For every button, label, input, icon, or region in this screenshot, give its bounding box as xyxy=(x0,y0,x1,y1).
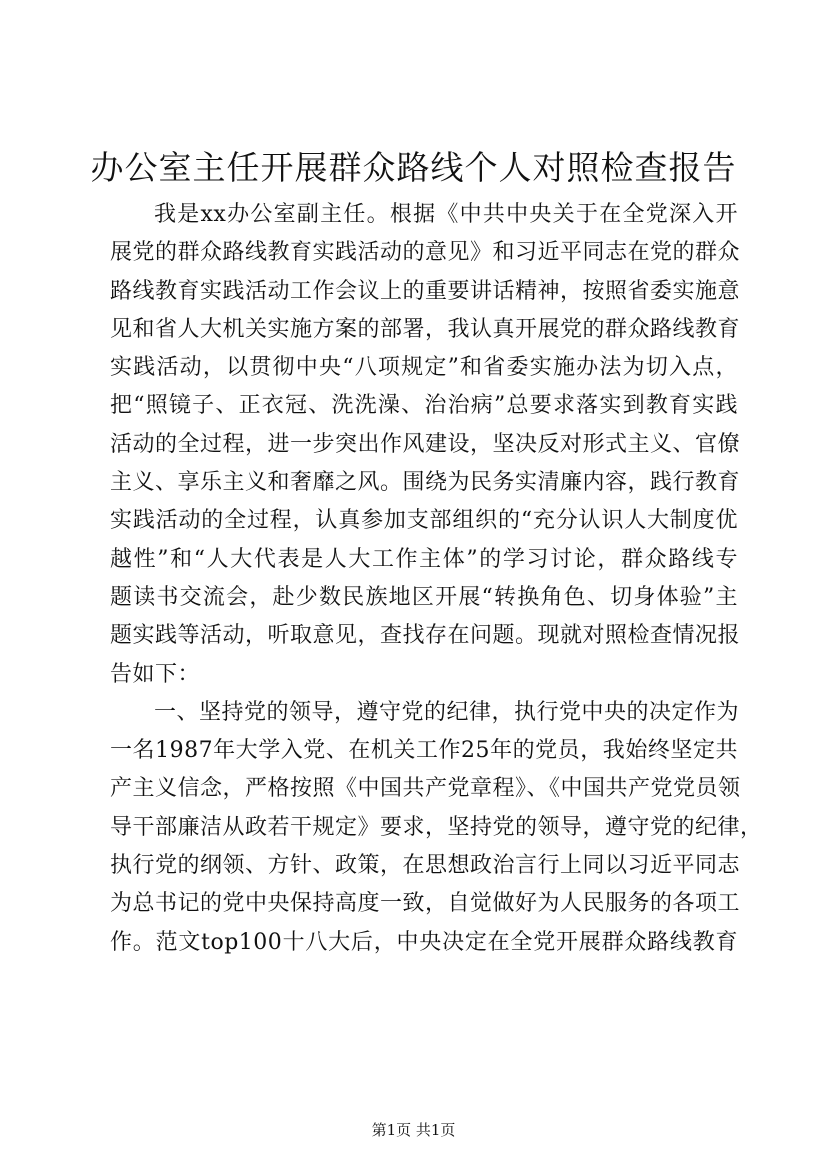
paragraph-section-one xyxy=(110,694,763,962)
text-line: 导干部廉洁从政若干规定》要求，坚持党的领导，遵守党的纪律， xyxy=(110,814,763,840)
text-line: 执行党的纲领、方针、政策，在思想政治言行上同以习近平同志 xyxy=(110,853,741,879)
text-line: 实践活动，以贯彻中央“八项规定”和省委实施办法为切入点， xyxy=(110,355,738,381)
text-line: 题实践等活动，听取意见，查找存在问题。现就对照检查情况报 xyxy=(110,623,741,649)
text-line: 为总书记的党中央保持高度一致，自觉做好为人民服务的各项工 xyxy=(110,891,741,917)
text-line: 作。范文top100十八大后，中央决定在全党开展群众路线教育 xyxy=(110,929,738,955)
text-line: 一、坚持党的领导，遵守党的纪律，执行党中央的决定作为 xyxy=(154,699,740,725)
text-line: 见和省人大机关实施方案的部署，我认真开展党的群众路线教育 xyxy=(110,316,741,342)
document-body xyxy=(110,196,763,962)
paragraph-intro xyxy=(110,196,741,694)
text-line: 一名1987年大学入党、在机关工作25年的党员，我始终坚定共 xyxy=(110,738,738,764)
text-line: 产主义信念，严格按照《中国共产党章程》、《中国共产党党员领 xyxy=(110,776,741,802)
text-line: 把“照镜子、正衣冠、洗洗澡、治治病”总要求落实到教育实践 xyxy=(110,393,738,419)
text-line: 活动的全过程，进一步突出作风建设，坚决反对形式主义、官僚 xyxy=(110,431,741,457)
text-line: 题读书交流会，赴少数民族地区开展“转换角色、切身体验”主 xyxy=(110,584,738,610)
document-title: 办公室主任开展群众路线个人对照检查报告 xyxy=(90,148,737,187)
text-line: 路线教育实践活动工作会议上的重要讲话精神，按照省委实施意 xyxy=(110,278,741,304)
text-line: 我是xx办公室副主任。根据《中共中央关于在全党深入开 xyxy=(154,202,738,227)
page-number-footer: 第1页 共1页 xyxy=(371,1121,456,1139)
text-line: 越性”和“人大代表是人大工作主体”的学习讨论，群众路线专 xyxy=(110,546,738,572)
text-line: 告如下： xyxy=(110,661,201,687)
text-line: 主义、享乐主义和奢靡之风。围绕为民务实清廉内容，践行教育 xyxy=(110,470,741,496)
text-line: 展党的群众路线教育实践活动的意见》和习近平同志在党的群众 xyxy=(110,240,741,266)
text-line: 实践活动的全过程，认真参加支部组织的“充分认识人大制度优 xyxy=(110,508,738,534)
